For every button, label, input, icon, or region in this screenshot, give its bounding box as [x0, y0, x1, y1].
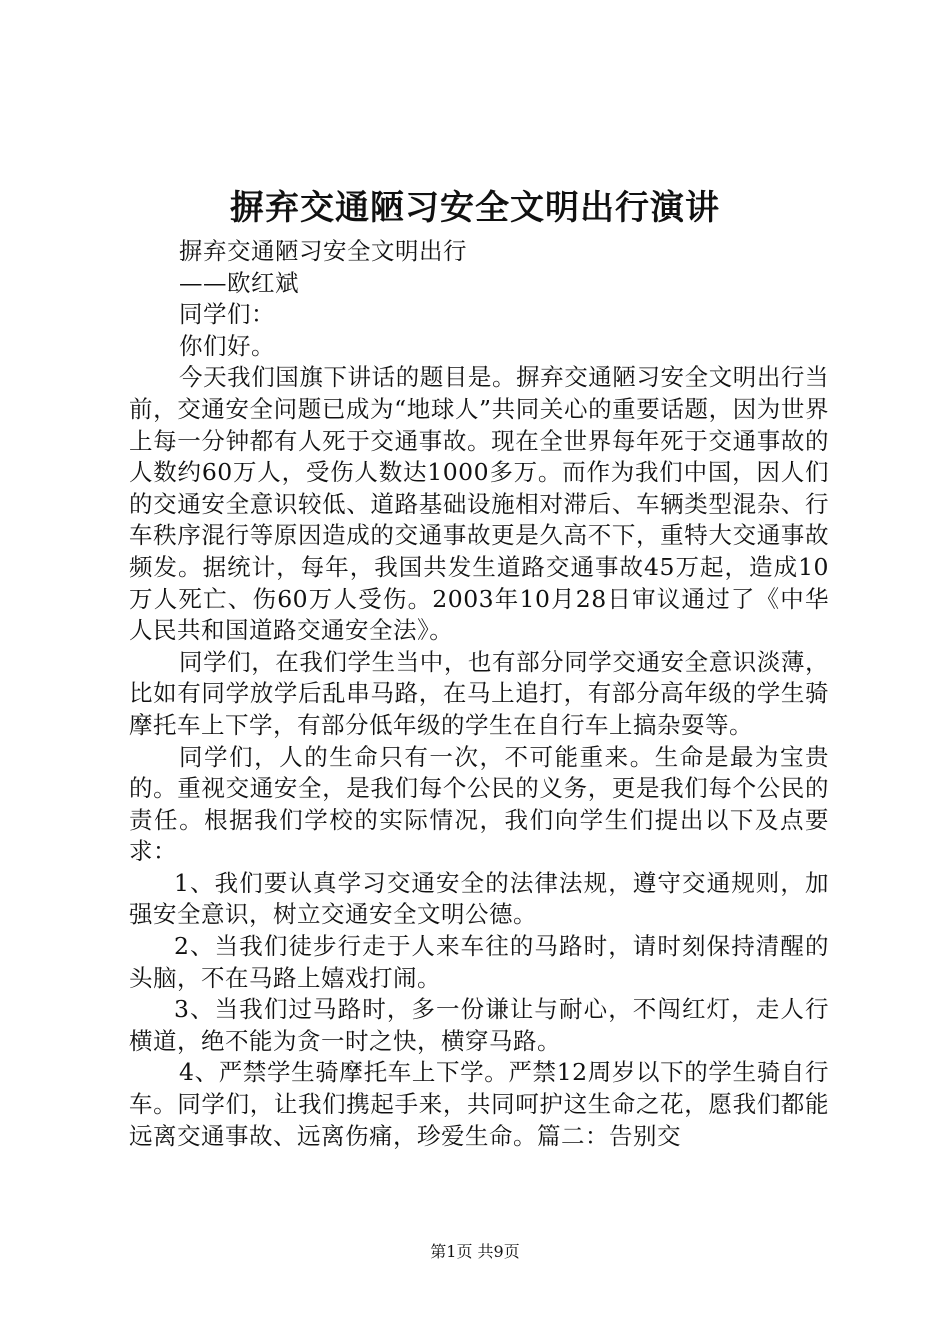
- page-number-footer: 第1页 共9页: [430, 1242, 520, 1261]
- list-item: 2、当我们徒步行走于人来车往的马路时，请时刻保持清醒的头脑，不在马路上嬉戏打闹。: [129, 932, 829, 992]
- paragraph-body: 同学们，人的生命只有一次，不可能重来。生命是最为宝贵的。重视交通安全，是我们每个公民的义务，更是我们每个公民的责任。根据我们学校的实际情况，我们向学生们提出以下及点要求：: [129, 742, 829, 866]
- paragraph-subtitle: 摒弃交通陋习安全文明出行: [179, 237, 467, 265]
- paragraph-salutation: 同学们：: [179, 300, 275, 329]
- list-item: 1、我们要认真学习交通安全的法律法规，遵守交通规则，加强安全意识，树立交通安全文明公德。: [129, 868, 829, 929]
- document-body: [129, 236, 829, 1152]
- list-item: 4、严禁学生骑摩托车上下学。严禁12周岁以下的学生骑自行车。同学们，让我们携起手来，共同呵护这生命之花，愿我们都能远离交通事故、远离伤痛，珍爱生命。篇二：告别交: [129, 1058, 829, 1150]
- paragraph-greeting: 你们好。: [179, 331, 275, 360]
- paragraph-body: 同学们，在我们学生当中，也有部分同学交通安全意识淡薄，比如有同学放学后乱串马路，在马上追打，有部分高年级的学生骑摩托车上下学，有部分低年级的学生在自行车上搞杂耍等。: [129, 647, 829, 739]
- list-item: 3、当我们过马路时，多一份谦让与耐心，不闯红灯，走人行横道，绝不能为贪一时之快，横穿马路。: [129, 995, 829, 1055]
- paragraph-author: ——欧红斌: [179, 268, 299, 297]
- document-title: 摒弃交通陋习安全文明出行演讲: [230, 188, 720, 228]
- paragraph-body: 今天我们国旗下讲话的题目是。摒弃交通陋习安全文明出行当前，交通安全问题已成为“地球人”共同关心的重要话题，因为世界上每一分钟都有人死于交通事故。现在全世界每年死于交通事故的人数约60万人，受伤人数达1000多万。而作为我们中国，因人们的交通安全意识较低、道路基础设施相对滞后、车辆类型混杂、行车秩序混行等原因造成的交通事故更是久高不下，重特大交通事故频发。据统计，每年，我国共发生道路交通事故45万起，造成10万人死亡、伤60万人受伤。2003年10月28日审议通过了《中华人民共和国道路交通安全法》。: [129, 363, 829, 645]
